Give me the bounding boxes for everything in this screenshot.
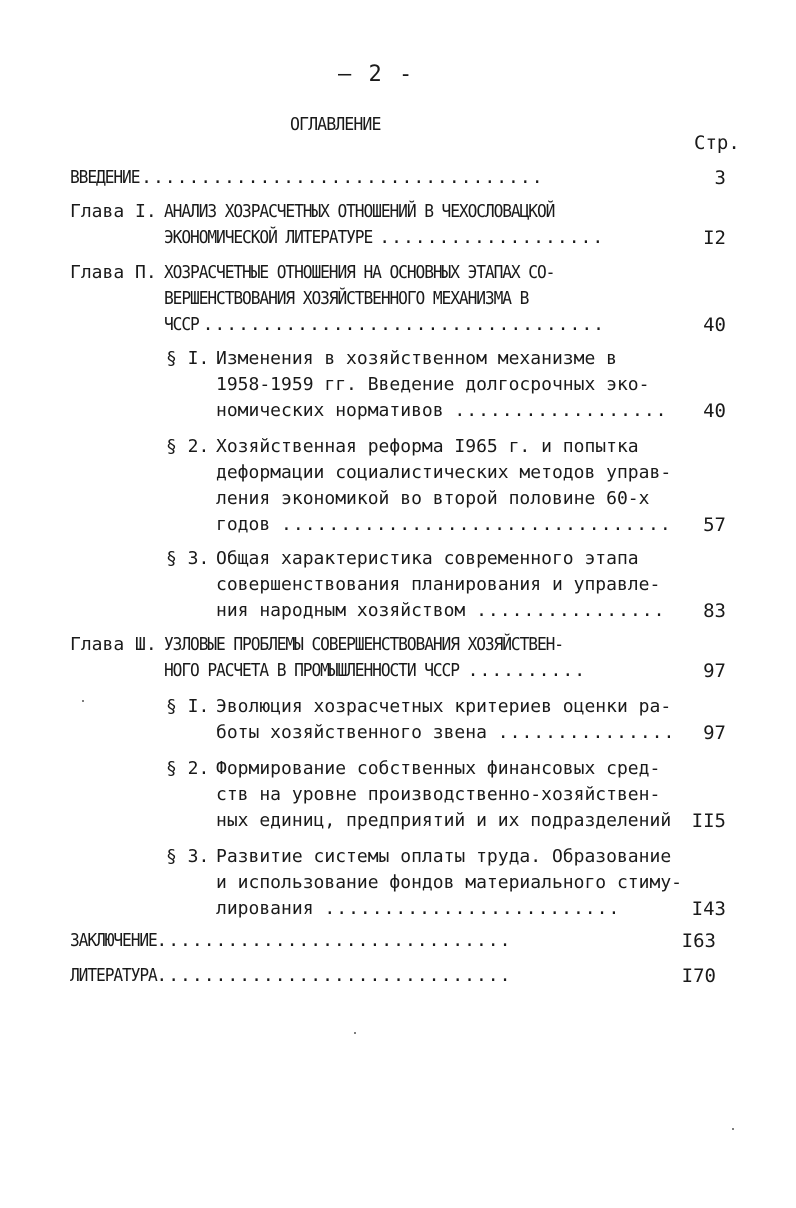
section-title-line: Хозяйственная реформа I965 г. и попытка	[216, 436, 639, 457]
leader-dots: ..................................	[141, 167, 544, 188]
section-title-line: совершенствования планирования и управле-	[216, 574, 661, 595]
scan-speck	[354, 1032, 356, 1034]
section-title-line: и использование фондов материального стиму-	[216, 872, 682, 893]
leader-dots: ..........	[467, 660, 587, 681]
section-title-line: ств на уровне производственно-хозяйствен-	[216, 784, 661, 805]
page-ref: 40	[703, 314, 726, 336]
page-ref: I63	[681, 930, 716, 952]
section-number: § 3.	[166, 548, 210, 569]
section-title-line: Формирование собственных финансовых сред-	[216, 758, 661, 779]
toc-title: ОГЛАВЛЕНИЕ	[290, 114, 381, 135]
leader-dots: ..................................	[202, 314, 606, 335]
chapter-prefix: Глава П.	[70, 262, 157, 283]
leader-dots: .........................	[324, 898, 621, 919]
intro-label: ВВЕДЕНИЕ	[70, 167, 140, 188]
page-ref: I2	[703, 227, 726, 249]
page-ref: 97	[703, 660, 726, 682]
chapter-title-line: ЭКОНОМИЧЕСКОЙ ЛИТЕРАТУРЕ	[164, 227, 373, 248]
page-ref: 40	[703, 400, 726, 422]
page-ref: 3	[714, 167, 726, 189]
section-title-line: 1958-1959 гг. Введение долгосрочных эко-	[216, 374, 650, 395]
page-number: – 2 -	[338, 62, 415, 87]
chapter-title-line: УЗЛОВЫЕ ПРОБЛЕМЫ СОВЕРШЕНСТВОВАНИЯ ХОЗЯЙСТВЕН-	[164, 634, 563, 655]
section-title-line: Изменения в хозяйственном механизме в	[216, 348, 617, 369]
page-ref: I43	[691, 898, 726, 920]
scan-speck	[82, 700, 84, 702]
page-ref: 83	[703, 600, 726, 622]
section-number: § 2.	[166, 758, 210, 779]
chapter-title-line: НОГО РАСЧЕТА В ПРОМЫШЛЕННОСТИ ЧССР	[164, 660, 459, 681]
scan-speck	[732, 1128, 734, 1130]
section-title-line: номических нормативов	[216, 400, 444, 421]
section-title-line: Общая характеристика современного этапа	[216, 548, 639, 569]
section-title-line: годов	[216, 514, 271, 535]
literature-label: ЛИТЕРАТУРА	[70, 965, 157, 986]
section-number: § I.	[166, 348, 210, 369]
section-title-line: боты хозяйственного звена	[216, 722, 487, 743]
leader-dots: ..................	[454, 400, 668, 421]
leader-dots: .................................	[281, 514, 672, 535]
chapter-title-line: АНАЛИЗ ХОЗРАСЧЕТНЫХ ОТНОШЕНИЙ В ЧЕХОСЛОВАЦКОЙ	[164, 201, 555, 222]
chapter-prefix: Глава I.	[70, 201, 157, 222]
page-ref: I70	[681, 965, 716, 987]
section-title-line: Эволюция хозрасчетных критериев оценки ра-	[216, 696, 672, 717]
chapter-title-line: ВЕРШЕНСТВОВАНИЯ ХОЗЯЙСТВЕННОГО МЕХАНИЗМА В	[164, 288, 529, 309]
section-title-line: лирования	[216, 898, 314, 919]
section-title-line: деформации социалистических методов управ-	[216, 462, 672, 483]
page-ref: 97	[703, 722, 726, 744]
leader-dots: ..............................	[156, 930, 512, 951]
section-title-line: ния народным хозяйством	[216, 600, 466, 621]
leader-dots: ...................	[379, 227, 605, 248]
section-title-line: Развитие системы оплаты труда. Образование	[216, 846, 672, 867]
leader-dots: ...............	[497, 722, 676, 743]
chapter-title-line: ЧССР	[164, 314, 199, 335]
section-number: § 2.	[166, 436, 210, 457]
section-title-line: ных единиц, предприятий и их подразделений	[216, 810, 672, 831]
page-ref: 57	[703, 514, 726, 536]
chapter-prefix: Глава Ш.	[70, 634, 157, 655]
conclusion-label: ЗАКЛЮЧЕНИЕ	[70, 930, 157, 951]
page-ref: II5	[691, 810, 726, 832]
section-title-line: ления экономикой во второй половине 60-х	[216, 488, 650, 509]
page-column-header: Стр.	[694, 132, 740, 154]
section-number: § 3.	[166, 846, 210, 867]
section-number: § I.	[166, 696, 210, 717]
leader-dots: ................	[476, 600, 666, 621]
leader-dots: ..............................	[156, 965, 512, 986]
chapter-title-line: ХОЗРАСЧЕТНЫЕ ОТНОШЕНИЯ НА ОСНОВНЫХ ЭТАПАХ СО-	[164, 262, 555, 283]
